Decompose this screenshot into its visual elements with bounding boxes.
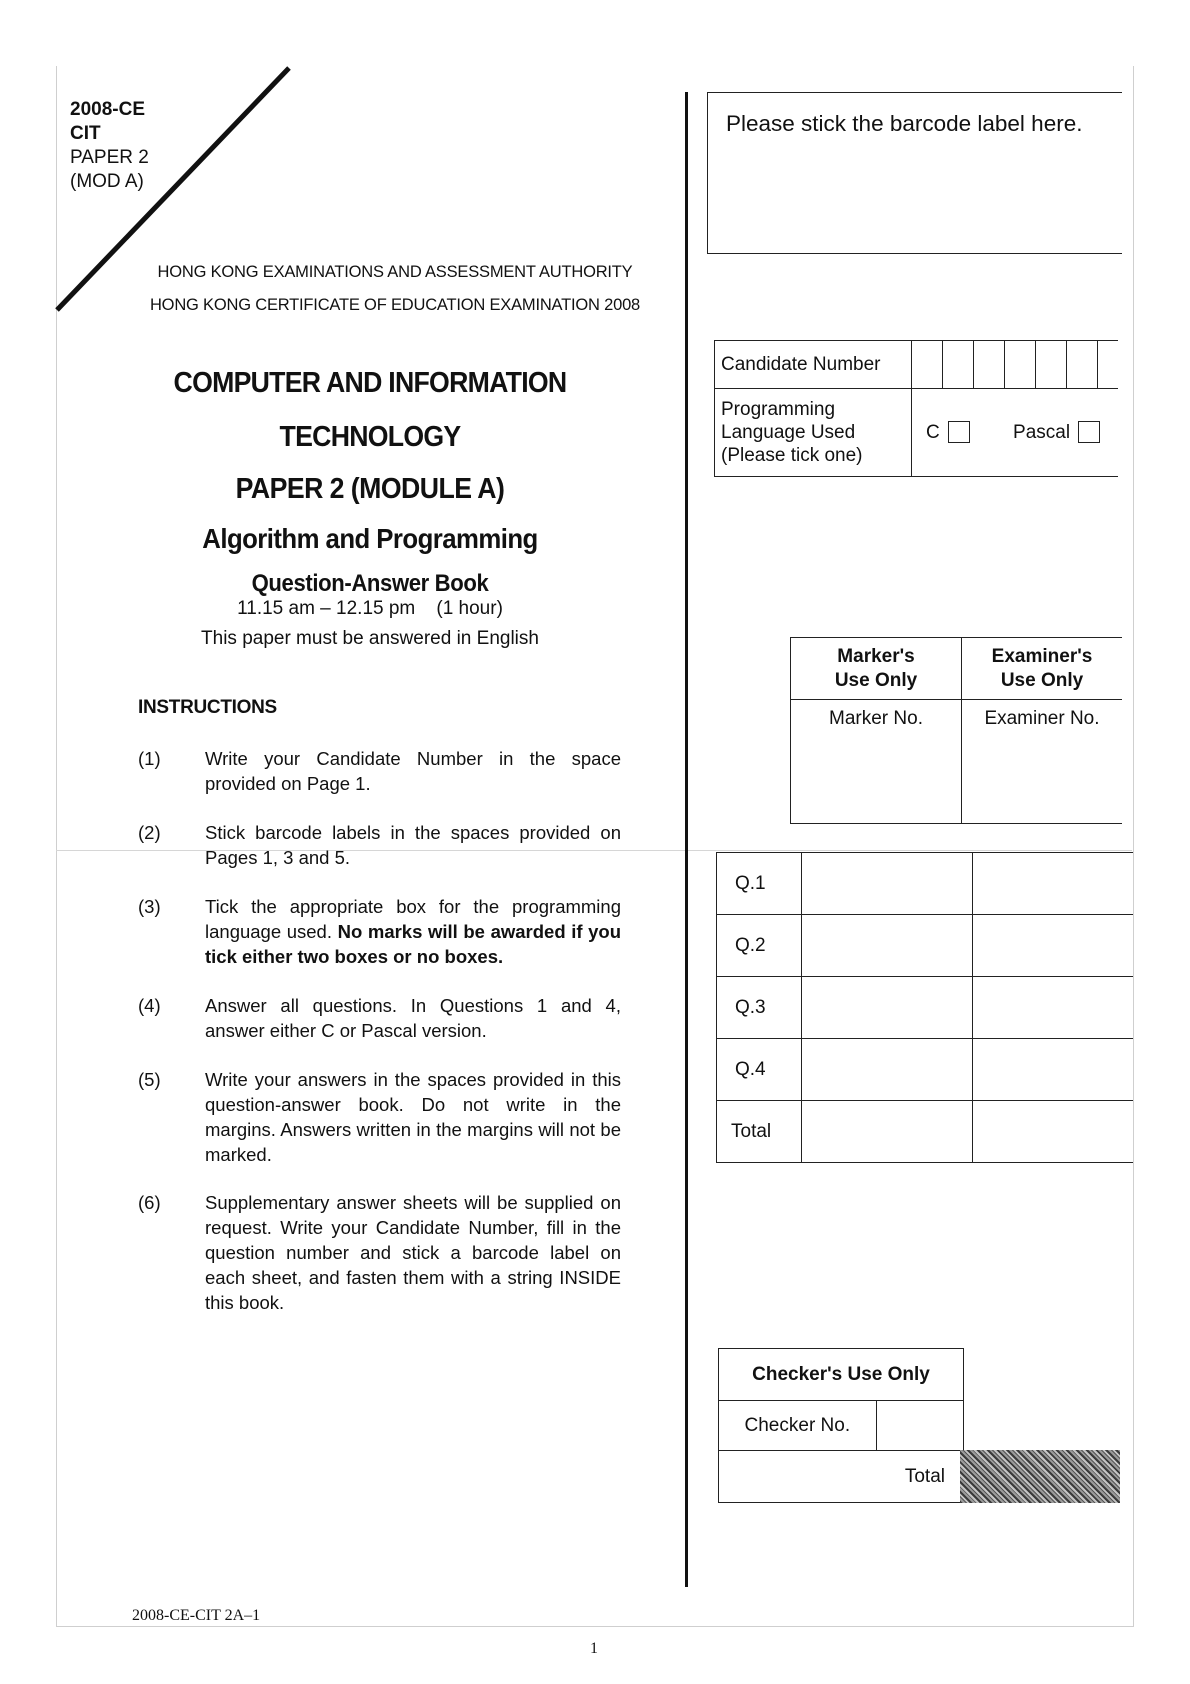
candidate-number-label: Candidate Number	[715, 341, 912, 389]
marker-total-cell[interactable]	[802, 1101, 973, 1163]
candidate-digit-box[interactable]	[1067, 341, 1098, 389]
marker-no-cell	[791, 700, 962, 824]
barcode-instruction: Please stick the barcode label here.	[726, 111, 1083, 136]
book-title: Question-Answer Book	[251, 570, 489, 597]
authority-name: HONG KONG EXAMINATIONS AND ASSESSMENT AUTHORITY	[157, 263, 633, 281]
exam-name: HONG KONG CERTIFICATE OF EDUCATION EXAMINATION 2008	[149, 296, 641, 314]
examiner-heading-line: Examiner's	[991, 645, 1093, 667]
language-options	[912, 389, 1119, 477]
instruction-text: Write your Candidate Number in the space provided on Page 1.	[205, 748, 621, 794]
paper-title: PAPER 2 (MODULE A)	[235, 473, 505, 505]
candidate-digit-box[interactable]	[943, 341, 974, 389]
candidate-table	[714, 340, 1118, 477]
instruction-text	[205, 894, 621, 969]
authority-block	[110, 256, 680, 322]
examiner-heading	[962, 638, 1123, 700]
language-label	[715, 389, 912, 477]
marker-score-cell[interactable]	[802, 1039, 973, 1101]
candidate-digit-box[interactable]	[1005, 341, 1036, 389]
instruction-3-part-1: Tick the appropriate box for the programming language used.	[205, 896, 621, 942]
examiner-no-cell	[962, 700, 1123, 824]
checker-no-cell[interactable]	[876, 1401, 963, 1451]
marker-score-cell[interactable]	[802, 853, 973, 915]
option-c-checkbox[interactable]	[948, 421, 970, 443]
instruction-text: Write your answers in the spaces provided in this question-answer book. Do not write in the margins. Answers written in the margins will not be marked.	[205, 1069, 621, 1165]
paper-code: PAPER 2	[70, 147, 149, 168]
page-number: 1	[590, 1640, 598, 1657]
module-code: (MOD A)	[70, 171, 144, 192]
examiner-no-label: Examiner No.	[984, 708, 1100, 729]
instruction-number: (6)	[138, 1192, 161, 1213]
marker-examiner-table	[790, 637, 1122, 824]
footer-code: 2008-CE-CIT 2A–1	[132, 1607, 261, 1624]
topic-title: Algorithm and Programming	[202, 523, 538, 554]
option-pascal-label: Pascal	[1013, 421, 1071, 443]
question-label: Q.4	[717, 1039, 802, 1101]
examiner-score-cell[interactable]	[973, 977, 1134, 1039]
subject-title: COMPUTER AND INFORMATION TECHNOLOGY	[173, 367, 567, 453]
question-label: Q.3	[717, 977, 802, 1039]
candidate-digit-box[interactable]	[1036, 341, 1067, 389]
instruction-text: Answer all questions. In Questions 1 and 4, answer either C or Pascal version.	[205, 995, 621, 1041]
checker-table	[718, 1348, 964, 1503]
instruction-number: (4)	[138, 995, 161, 1016]
shaded-total-box	[960, 1450, 1120, 1503]
checker-total-label: Total	[719, 1451, 964, 1503]
instruction-text: Stick barcode labels in the spaces provided on Pages 1, 3 and 5.	[205, 822, 621, 868]
score-table	[716, 852, 1133, 1163]
subject-code: CIT	[70, 123, 101, 144]
marker-score-cell[interactable]	[802, 977, 973, 1039]
instruction-number: (5)	[138, 1069, 161, 1090]
instruction-number: (3)	[138, 896, 161, 917]
marker-heading-line: Use Only	[834, 669, 918, 691]
question-label: Q.1	[717, 853, 802, 915]
time-slot: 11.15 am – 12.15 pm (1 hour)	[237, 598, 503, 619]
examiner-score-cell[interactable]	[973, 915, 1134, 977]
question-label: Q.2	[717, 915, 802, 977]
total-label: Total	[717, 1101, 802, 1163]
instruction-3-warning: No marks will be awarded if you tick either two boxes or no boxes.	[205, 921, 622, 967]
language-label-line: (Please tick one)	[721, 445, 863, 466]
candidate-digit-box[interactable]	[974, 341, 1005, 389]
examiner-score-cell[interactable]	[973, 1039, 1134, 1101]
time-block	[140, 594, 600, 654]
option-pascal-checkbox[interactable]	[1078, 421, 1100, 443]
instruction-number: (2)	[138, 822, 161, 843]
instructions-heading: INSTRUCTIONS	[138, 697, 277, 718]
barcode-label-area	[707, 92, 1122, 254]
checker-no-label: Checker No.	[719, 1401, 877, 1451]
instruction-number: (1)	[138, 748, 161, 769]
option-c-label: C	[926, 421, 940, 443]
marker-heading	[791, 638, 962, 700]
title-block	[60, 356, 680, 604]
marker-score-cell[interactable]	[802, 915, 973, 977]
candidate-digit-box[interactable]	[1098, 341, 1119, 389]
year-code: 2008-CE	[70, 99, 145, 120]
checker-heading: Checker's Use Only	[719, 1349, 964, 1401]
marker-no-label: Marker No.	[829, 708, 923, 729]
examiner-score-cell[interactable]	[973, 853, 1134, 915]
examiner-heading-line: Use Only	[1000, 669, 1084, 691]
instruction-text: Supplementary answer sheets will be supplied on request. Write your Candidate Number, fill in the question number and stick a barcode label on each sheet, and fasten them with a string INSIDE this book.	[205, 1192, 621, 1313]
language-label-line: Programming	[721, 399, 836, 420]
candidate-digit-box[interactable]	[912, 341, 943, 389]
language-note: This paper must be answered in English	[201, 628, 539, 649]
language-label-line: Language Used	[721, 422, 856, 443]
page-divider	[685, 92, 688, 1587]
examiner-total-cell[interactable]	[973, 1101, 1134, 1163]
marker-heading-line: Marker's	[837, 645, 915, 667]
